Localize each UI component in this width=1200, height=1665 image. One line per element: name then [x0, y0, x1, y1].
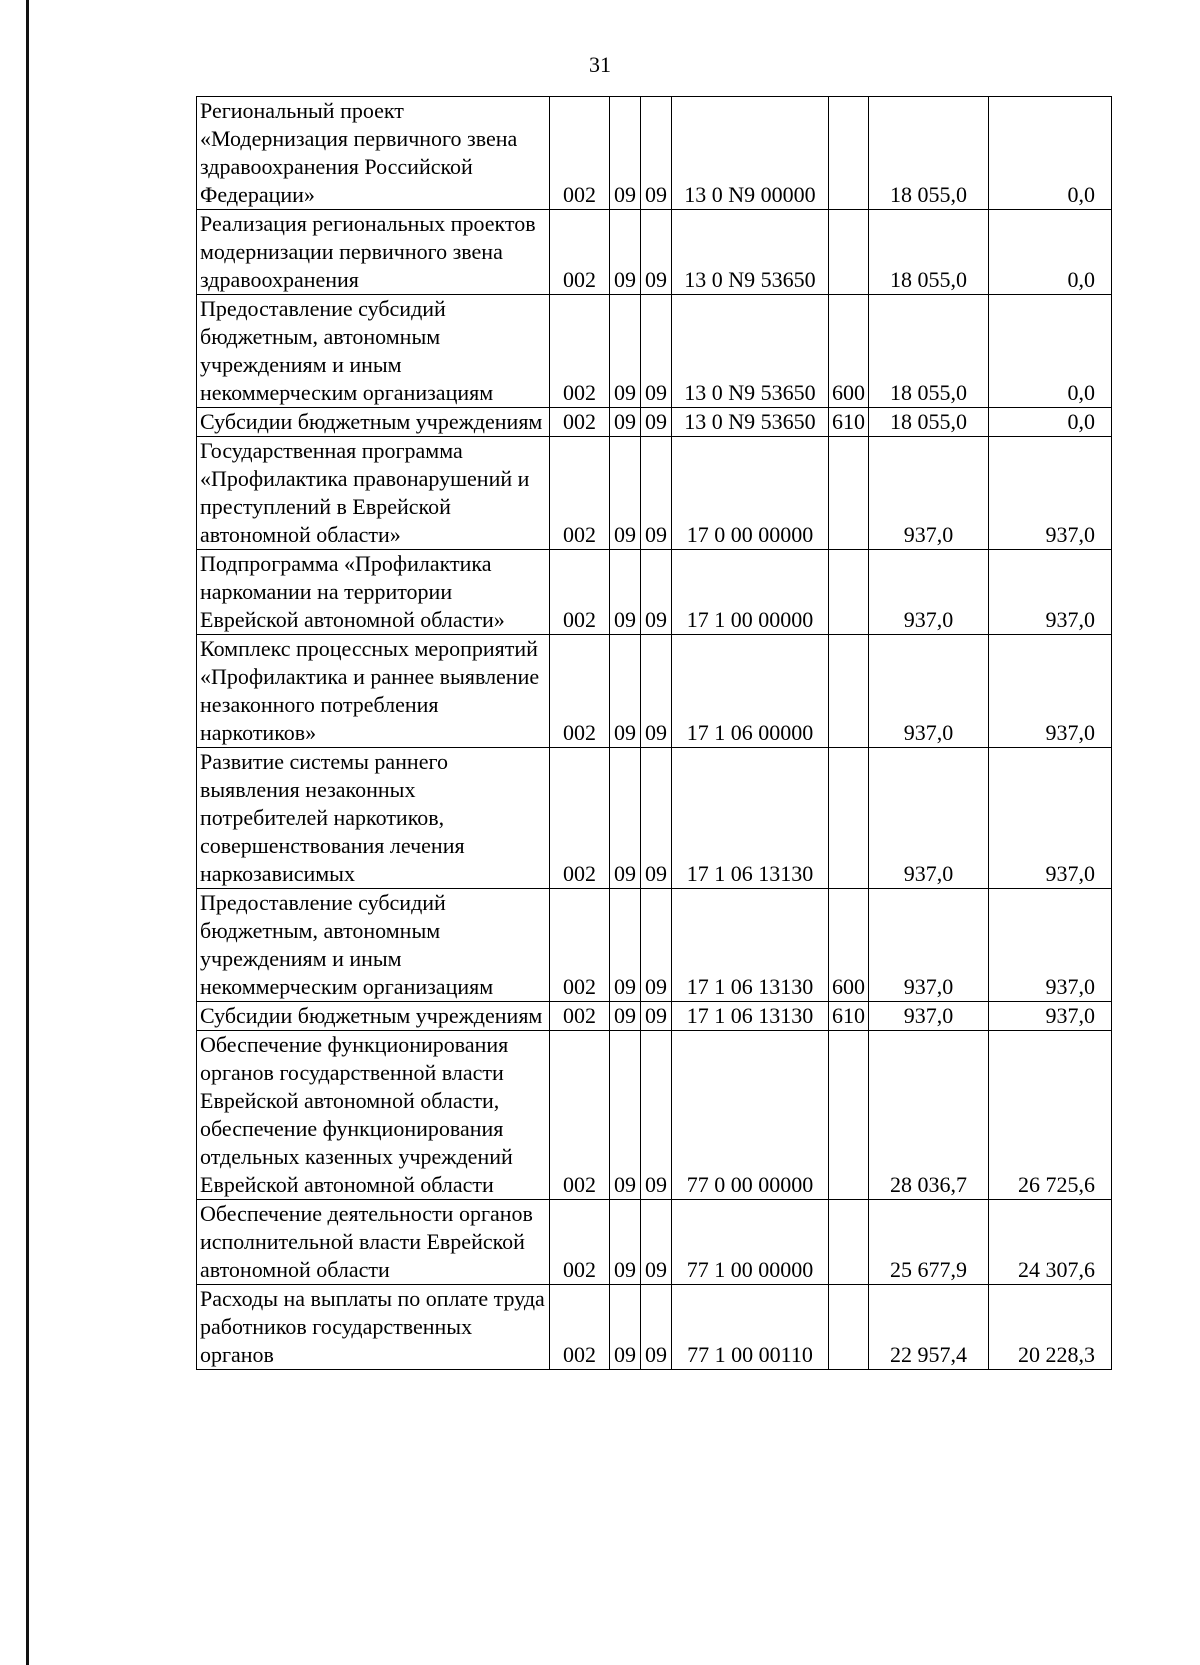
row-name-cell: Предоставление субсидий бюджетным, автономным учреждениям и иным некоммерческим организациям: [197, 295, 550, 408]
sum-year-2-cell: 0,0: [989, 408, 1112, 437]
budget-table: [196, 96, 1112, 1370]
section-code-cell: 09: [610, 748, 641, 889]
table-row: [197, 1002, 1112, 1031]
sum-year-1-cell: 28 036,7: [869, 1031, 989, 1200]
row-name-cell: Комплекс процессных мероприятий «Профилактика и раннее выявление незаконного потребления наркотиков»: [197, 635, 550, 748]
expense-type-cell: 600: [829, 295, 869, 408]
ministry-code-cell: 002: [550, 748, 610, 889]
expense-type-cell: [829, 635, 869, 748]
sum-year-1-cell: 937,0: [869, 635, 989, 748]
target-article-cell: 13 0 N9 00000: [672, 97, 829, 210]
target-article-cell: 77 0 00 00000: [672, 1031, 829, 1200]
row-name-cell: Обеспечение деятельности органов исполнительной власти Еврейской автономной области: [197, 1200, 550, 1285]
table-row: [197, 1285, 1112, 1370]
sum-year-1-cell: 25 677,9: [869, 1200, 989, 1285]
sum-year-2-cell: 26 725,6: [989, 1031, 1112, 1200]
expense-type-cell: [829, 1031, 869, 1200]
subsection-code-cell: 09: [641, 889, 672, 1002]
ministry-code-cell: 002: [550, 295, 610, 408]
ministry-code-cell: 002: [550, 1031, 610, 1200]
sum-year-1-cell: 937,0: [869, 1002, 989, 1031]
sum-year-1-cell: 937,0: [869, 437, 989, 550]
expense-type-cell: [829, 210, 869, 295]
expense-type-cell: [829, 97, 869, 210]
table-row: [197, 550, 1112, 635]
page-number: 31: [589, 52, 611, 77]
ministry-code-cell: 002: [550, 635, 610, 748]
table-row: [197, 1031, 1112, 1200]
expense-type-cell: [829, 1200, 869, 1285]
row-name-cell: Региональный проект «Модернизация первичного звена здравоохранения Российской Федерации»: [197, 97, 550, 210]
target-article-cell: 77 1 00 00000: [672, 1200, 829, 1285]
sum-year-1-cell: 22 957,4: [869, 1285, 989, 1370]
sum-year-1-cell: 18 055,0: [869, 97, 989, 210]
target-article-cell: 13 0 N9 53650: [672, 295, 829, 408]
sum-year-1-cell: 18 055,0: [869, 408, 989, 437]
sum-year-2-cell: 20 228,3: [989, 1285, 1112, 1370]
section-code-cell: 09: [610, 635, 641, 748]
target-article-cell: 17 1 06 00000: [672, 635, 829, 748]
ministry-code-cell: 002: [550, 437, 610, 550]
subsection-code-cell: 09: [641, 408, 672, 437]
ministry-code-cell: 002: [550, 97, 610, 210]
row-name-cell: Субсидии бюджетным учреждениям: [197, 1002, 550, 1031]
section-code-cell: 09: [610, 550, 641, 635]
subsection-code-cell: 09: [641, 1200, 672, 1285]
expense-type-cell: [829, 550, 869, 635]
sum-year-2-cell: 937,0: [989, 1002, 1112, 1031]
expense-type-cell: [829, 1285, 869, 1370]
ministry-code-cell: 002: [550, 408, 610, 437]
row-name-cell: Предоставление субсидий бюджетным, автономным учреждениям и иным некоммерческим организациям: [197, 889, 550, 1002]
sum-year-1-cell: 937,0: [869, 550, 989, 635]
target-article-cell: 17 1 06 13130: [672, 889, 829, 1002]
target-article-cell: 17 0 00 00000: [672, 437, 829, 550]
sum-year-2-cell: 0,0: [989, 295, 1112, 408]
sum-year-2-cell: 0,0: [989, 210, 1112, 295]
table-row: [197, 97, 1112, 210]
subsection-code-cell: 09: [641, 1031, 672, 1200]
sum-year-2-cell: 0,0: [989, 97, 1112, 210]
sum-year-2-cell: 24 307,6: [989, 1200, 1112, 1285]
row-name-cell: Развитие системы раннего выявления незаконных потребителей наркотиков, совершенствования лечения наркозависимых: [197, 748, 550, 889]
table-row: [197, 295, 1112, 408]
table-row: [197, 1200, 1112, 1285]
expense-type-cell: [829, 748, 869, 889]
sum-year-1-cell: 937,0: [869, 889, 989, 1002]
section-code-cell: 09: [610, 437, 641, 550]
table-row: [197, 210, 1112, 295]
target-article-cell: 77 1 00 00110: [672, 1285, 829, 1370]
ministry-code-cell: 002: [550, 1285, 610, 1370]
ministry-code-cell: 002: [550, 1200, 610, 1285]
sum-year-2-cell: 937,0: [989, 889, 1112, 1002]
target-article-cell: 13 0 N9 53650: [672, 210, 829, 295]
expense-type-cell: 610: [829, 408, 869, 437]
sum-year-1-cell: 937,0: [869, 748, 989, 889]
row-name-cell: Государственная программа «Профилактика правонарушений и преступлений в Еврейской автономной области»: [197, 437, 550, 550]
section-code-cell: 09: [610, 210, 641, 295]
section-code-cell: 09: [610, 408, 641, 437]
subsection-code-cell: 09: [641, 550, 672, 635]
target-article-cell: 13 0 N9 53650: [672, 408, 829, 437]
row-name-cell: Подпрограмма «Профилактика наркомании на территории Еврейской автономной области»: [197, 550, 550, 635]
table-row: [197, 408, 1112, 437]
ministry-code-cell: 002: [550, 1002, 610, 1031]
subsection-code-cell: 09: [641, 635, 672, 748]
sum-year-2-cell: 937,0: [989, 635, 1112, 748]
ministry-code-cell: 002: [550, 889, 610, 1002]
ministry-code-cell: 002: [550, 550, 610, 635]
subsection-code-cell: 09: [641, 748, 672, 889]
sum-year-1-cell: 18 055,0: [869, 210, 989, 295]
subsection-code-cell: 09: [641, 437, 672, 550]
ministry-code-cell: 002: [550, 210, 610, 295]
table-row: [197, 437, 1112, 550]
section-code-cell: 09: [610, 97, 641, 210]
row-name-cell: Расходы на выплаты по оплате труда работников государственных органов: [197, 1285, 550, 1370]
expense-type-cell: [829, 437, 869, 550]
sum-year-2-cell: 937,0: [989, 437, 1112, 550]
table-row: [197, 748, 1112, 889]
section-code-cell: 09: [610, 1200, 641, 1285]
row-name-cell: Субсидии бюджетным учреждениям: [197, 408, 550, 437]
table-row: [197, 635, 1112, 748]
sum-year-2-cell: 937,0: [989, 550, 1112, 635]
sum-year-2-cell: 937,0: [989, 748, 1112, 889]
row-name-cell: Реализация региональных проектов модернизации первичного звена здравоохранения: [197, 210, 550, 295]
table-row: [197, 889, 1112, 1002]
subsection-code-cell: 09: [641, 295, 672, 408]
section-code-cell: 09: [610, 1031, 641, 1200]
subsection-code-cell: 09: [641, 1002, 672, 1031]
sum-year-1-cell: 18 055,0: [869, 295, 989, 408]
row-name-cell: Обеспечение функционирования органов государственной власти Еврейской автономной области, обеспечение функционирования отдельных казенных учреждений Еврейской автономной области: [197, 1031, 550, 1200]
section-code-cell: 09: [610, 1002, 641, 1031]
subsection-code-cell: 09: [641, 1285, 672, 1370]
scan-edge-line: [26, 0, 29, 1665]
section-code-cell: 09: [610, 295, 641, 408]
target-article-cell: 17 1 06 13130: [672, 1002, 829, 1031]
section-code-cell: 09: [610, 1285, 641, 1370]
expense-type-cell: 600: [829, 889, 869, 1002]
target-article-cell: 17 1 00 00000: [672, 550, 829, 635]
subsection-code-cell: 09: [641, 97, 672, 210]
section-code-cell: 09: [610, 889, 641, 1002]
expense-type-cell: 610: [829, 1002, 869, 1031]
subsection-code-cell: 09: [641, 210, 672, 295]
target-article-cell: 17 1 06 13130: [672, 748, 829, 889]
